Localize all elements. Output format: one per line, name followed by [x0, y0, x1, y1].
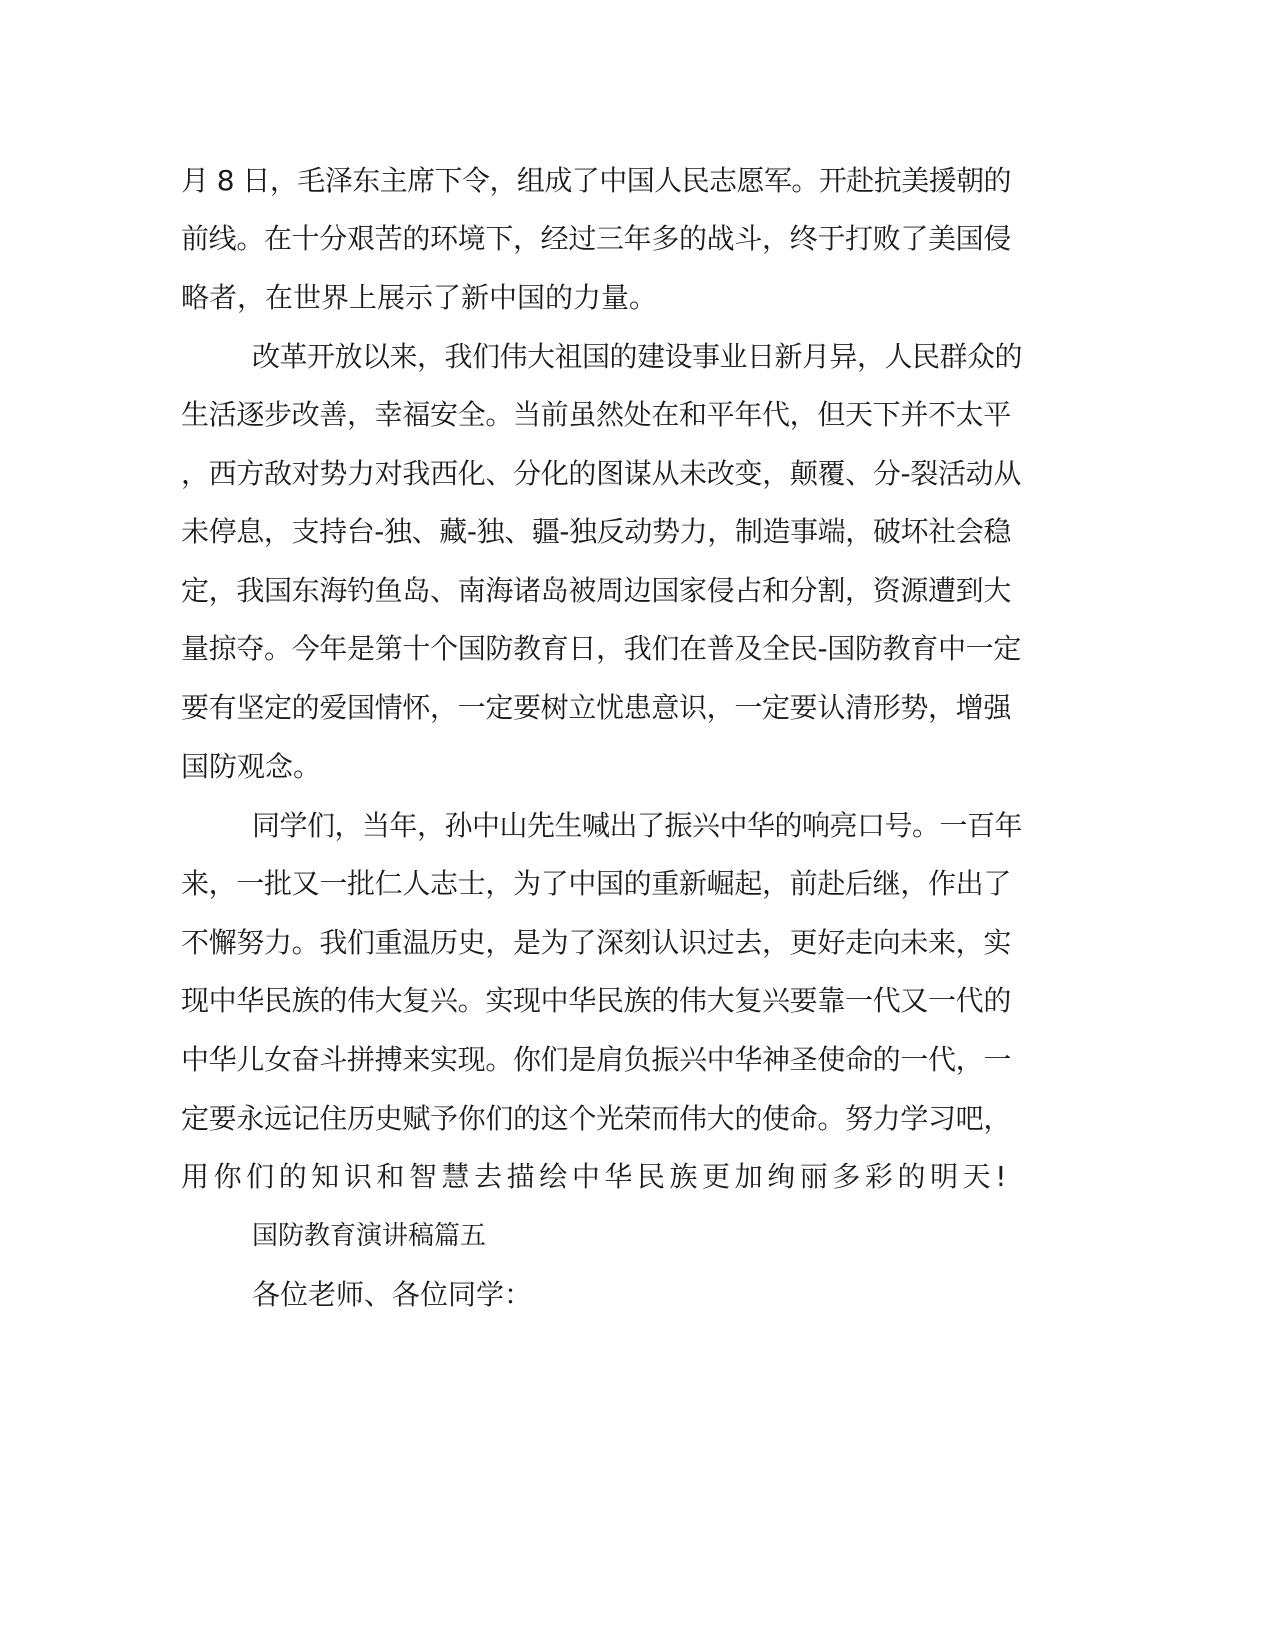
text-line: 月 8 日，毛泽东主席下令，组成了中国人民志愿军。开赴抗美援朝的 [181, 164, 1011, 197]
text-line: 略者，在世界上展示了新中国的力量。 [181, 281, 658, 314]
text-line: 中华儿女奋斗拼搏来实现。你们是肩负振兴中华神圣使命的一代，一 [181, 1043, 1011, 1076]
text-line: 不懈努力。我们重温历史，是为了深刻认识过去，更好走向未来，实 [181, 926, 1011, 959]
salutation: 各位老师、各位同学： [252, 1278, 533, 1311]
section-heading: 国防教育演讲稿篇五 [252, 1221, 487, 1251]
text-line: 用你们的知识和智慧去描绘中华民族更加绚丽多彩的明天! [181, 1160, 1011, 1193]
text-line: ，西方敌对势力对我西化、分化的图谋从未改变，颠覆、分-裂活动从 [181, 457, 1021, 490]
text-line: 量掠夺。今年是第十个国防教育日，我们在普及全民-国防教育中一定 [181, 632, 1021, 665]
text-line: 生活逐步改善，幸福安全。当前虽然处在和平年代，但天下并不太平 [181, 398, 1011, 431]
text-line: 定要永远记住历史赋予你们的这个光荣而伟大的使命。努力学习吧， [181, 1102, 1011, 1135]
text-line: 国防观念。 [181, 750, 322, 783]
text-line: 要有坚定的爱国情怀，一定要树立忧患意识，一定要认清形势，增强 [181, 691, 1011, 724]
text-line: 现中华民族的伟大复兴。实现中华民族的伟大复兴要靠一代又一代的 [181, 984, 1011, 1017]
text-line: 前线。在十分艰苦的环境下，经过三年多的战斗，终于打败了美国侵 [181, 222, 1011, 255]
text-line: 定，我国东海钓鱼岛、南海诸岛被周边国家侵占和分割，资源遭到大 [181, 574, 1011, 607]
text-line: 同学们，当年，孙中山先生喊出了振兴中华的响亮口号。一百年 [252, 809, 1022, 842]
text-line: 改革开放以来，我们伟大祖国的建设事业日新月异，人民群众的 [252, 340, 1022, 373]
text-line: 来，一批又一批仁人志士，为了中国的重新崛起，前赴后继，作出了 [181, 867, 1011, 900]
text-line: 未停息，支持台-独、藏-独、疆-独反动势力，制造事端，破坏社会稳 [181, 515, 1011, 548]
